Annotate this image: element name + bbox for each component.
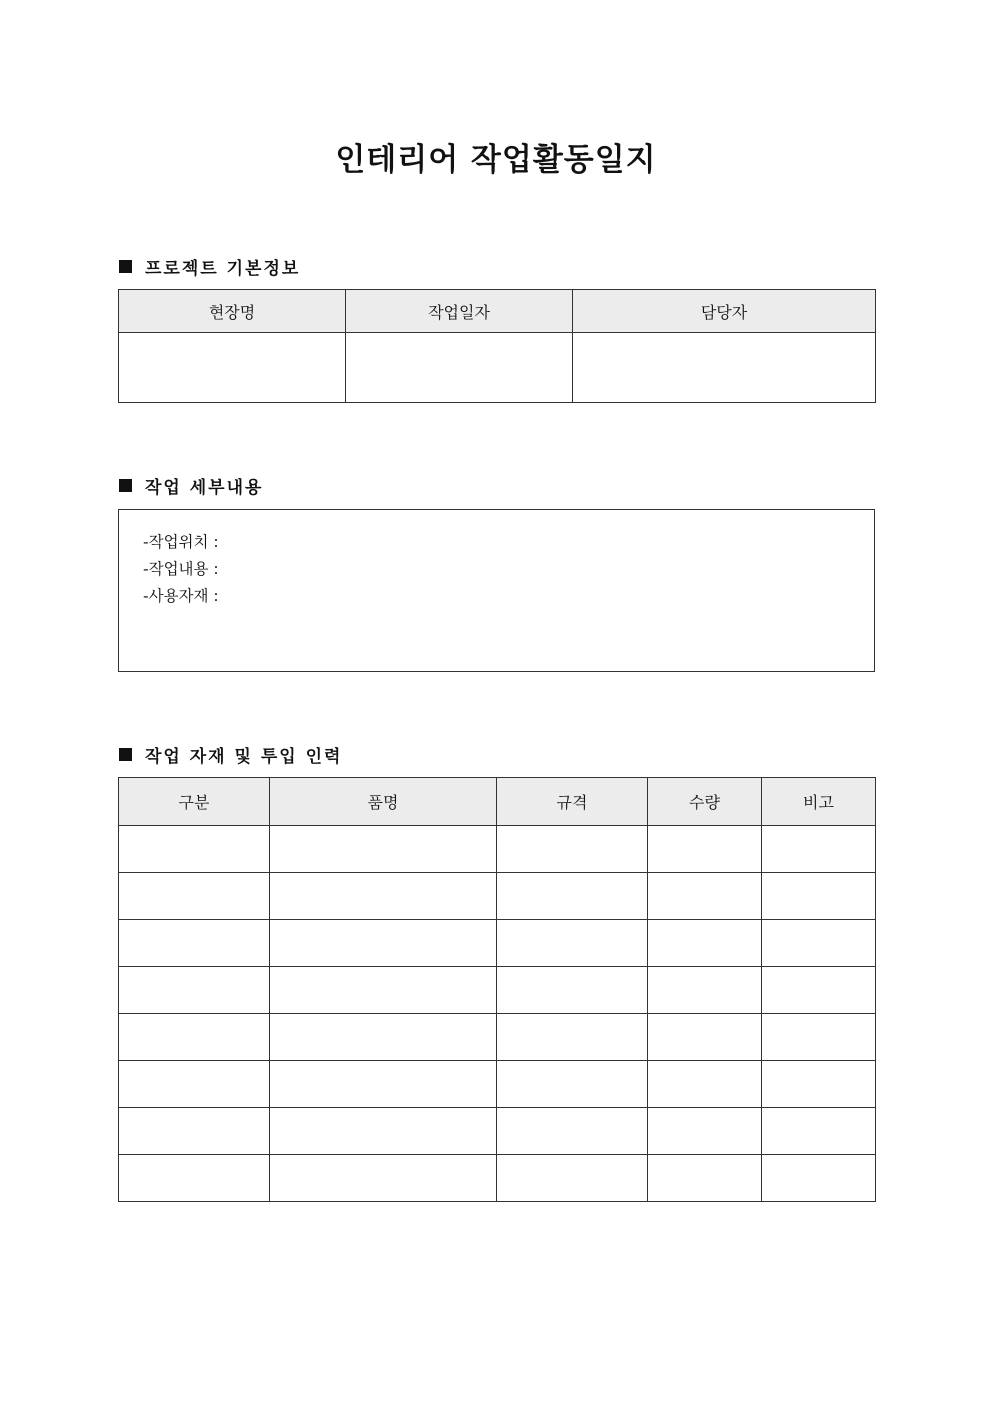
project-info-table [118,289,876,403]
table-cell[interactable] [119,826,270,873]
square-bullet-icon [119,748,132,761]
square-bullet-icon [119,479,132,492]
work-content-line: -작업내용 : [143,560,219,578]
table-cell[interactable] [270,826,497,873]
table-cell[interactable] [497,826,648,873]
col-remarks: 비고 [762,778,876,826]
table-cell[interactable] [270,967,497,1014]
col-category: 구분 [119,778,270,826]
table-cell[interactable] [497,873,648,920]
table-row [119,873,876,920]
col-manager: 담당자 [573,290,876,333]
table-cell[interactable] [270,1014,497,1061]
table-cell[interactable] [497,1155,648,1202]
materials-heading-label: 작업 자재 및 투입 인력 [145,747,343,767]
site-name-cell[interactable] [119,333,346,403]
table-cell[interactable] [270,1155,497,1202]
work-location-line: -작업위치 : [143,533,219,551]
table-cell[interactable] [648,920,762,967]
manager-cell[interactable] [573,333,876,403]
col-item-name: 품명 [270,778,497,826]
document-title: 인테리어 작업활동일지 [335,142,657,178]
table-cell[interactable] [762,1014,876,1061]
table-cell[interactable] [762,967,876,1014]
table-cell[interactable] [270,920,497,967]
table-row [119,826,876,873]
table-row [119,967,876,1014]
table-cell[interactable] [119,1155,270,1202]
table-cell[interactable] [119,967,270,1014]
table-cell[interactable] [270,873,497,920]
col-site-name: 현장명 [119,290,346,333]
table-cell[interactable] [270,1108,497,1155]
table-row [119,1108,876,1155]
square-bullet-icon [119,260,132,273]
table-row [119,1014,876,1061]
table-row [119,1155,876,1202]
col-spec: 규격 [497,778,648,826]
col-work-date: 작업일자 [346,290,573,333]
table-cell[interactable] [762,826,876,873]
table-cell[interactable] [119,1108,270,1155]
table-cell[interactable] [648,1108,762,1155]
work-date-cell[interactable] [346,333,573,403]
table-cell[interactable] [119,1061,270,1108]
materials-heading [119,742,342,767]
materials-table [118,777,876,1202]
table-cell[interactable] [270,1061,497,1108]
table-cell[interactable] [762,873,876,920]
table-cell[interactable] [497,967,648,1014]
work-details-heading [119,473,263,498]
project-info-heading [119,254,300,279]
table-cell[interactable] [497,1061,648,1108]
table-cell[interactable] [497,1108,648,1155]
table-cell[interactable] [648,1061,762,1108]
materials-header-row [119,778,876,826]
table-cell[interactable] [119,1014,270,1061]
table-cell[interactable] [648,873,762,920]
col-quantity: 수량 [648,778,762,826]
table-cell[interactable] [648,967,762,1014]
table-cell[interactable] [497,1014,648,1061]
table-cell[interactable] [119,920,270,967]
table-cell[interactable] [762,1108,876,1155]
work-details-heading-label: 작업 세부내용 [145,478,264,498]
table-row [119,1061,876,1108]
table-row [119,920,876,967]
table-cell[interactable] [119,873,270,920]
work-details-box[interactable] [118,509,875,672]
table-cell[interactable] [497,920,648,967]
materials-used-line: -사용자재 : [143,587,219,605]
table-cell[interactable] [762,1155,876,1202]
project-info-heading-label: 프로젝트 기본정보 [145,259,301,279]
project-info-entry-row [119,333,876,403]
table-cell[interactable] [762,1061,876,1108]
table-cell[interactable] [648,826,762,873]
project-info-header-row [119,290,876,333]
table-cell[interactable] [762,920,876,967]
table-cell[interactable] [648,1014,762,1061]
table-cell[interactable] [648,1155,762,1202]
